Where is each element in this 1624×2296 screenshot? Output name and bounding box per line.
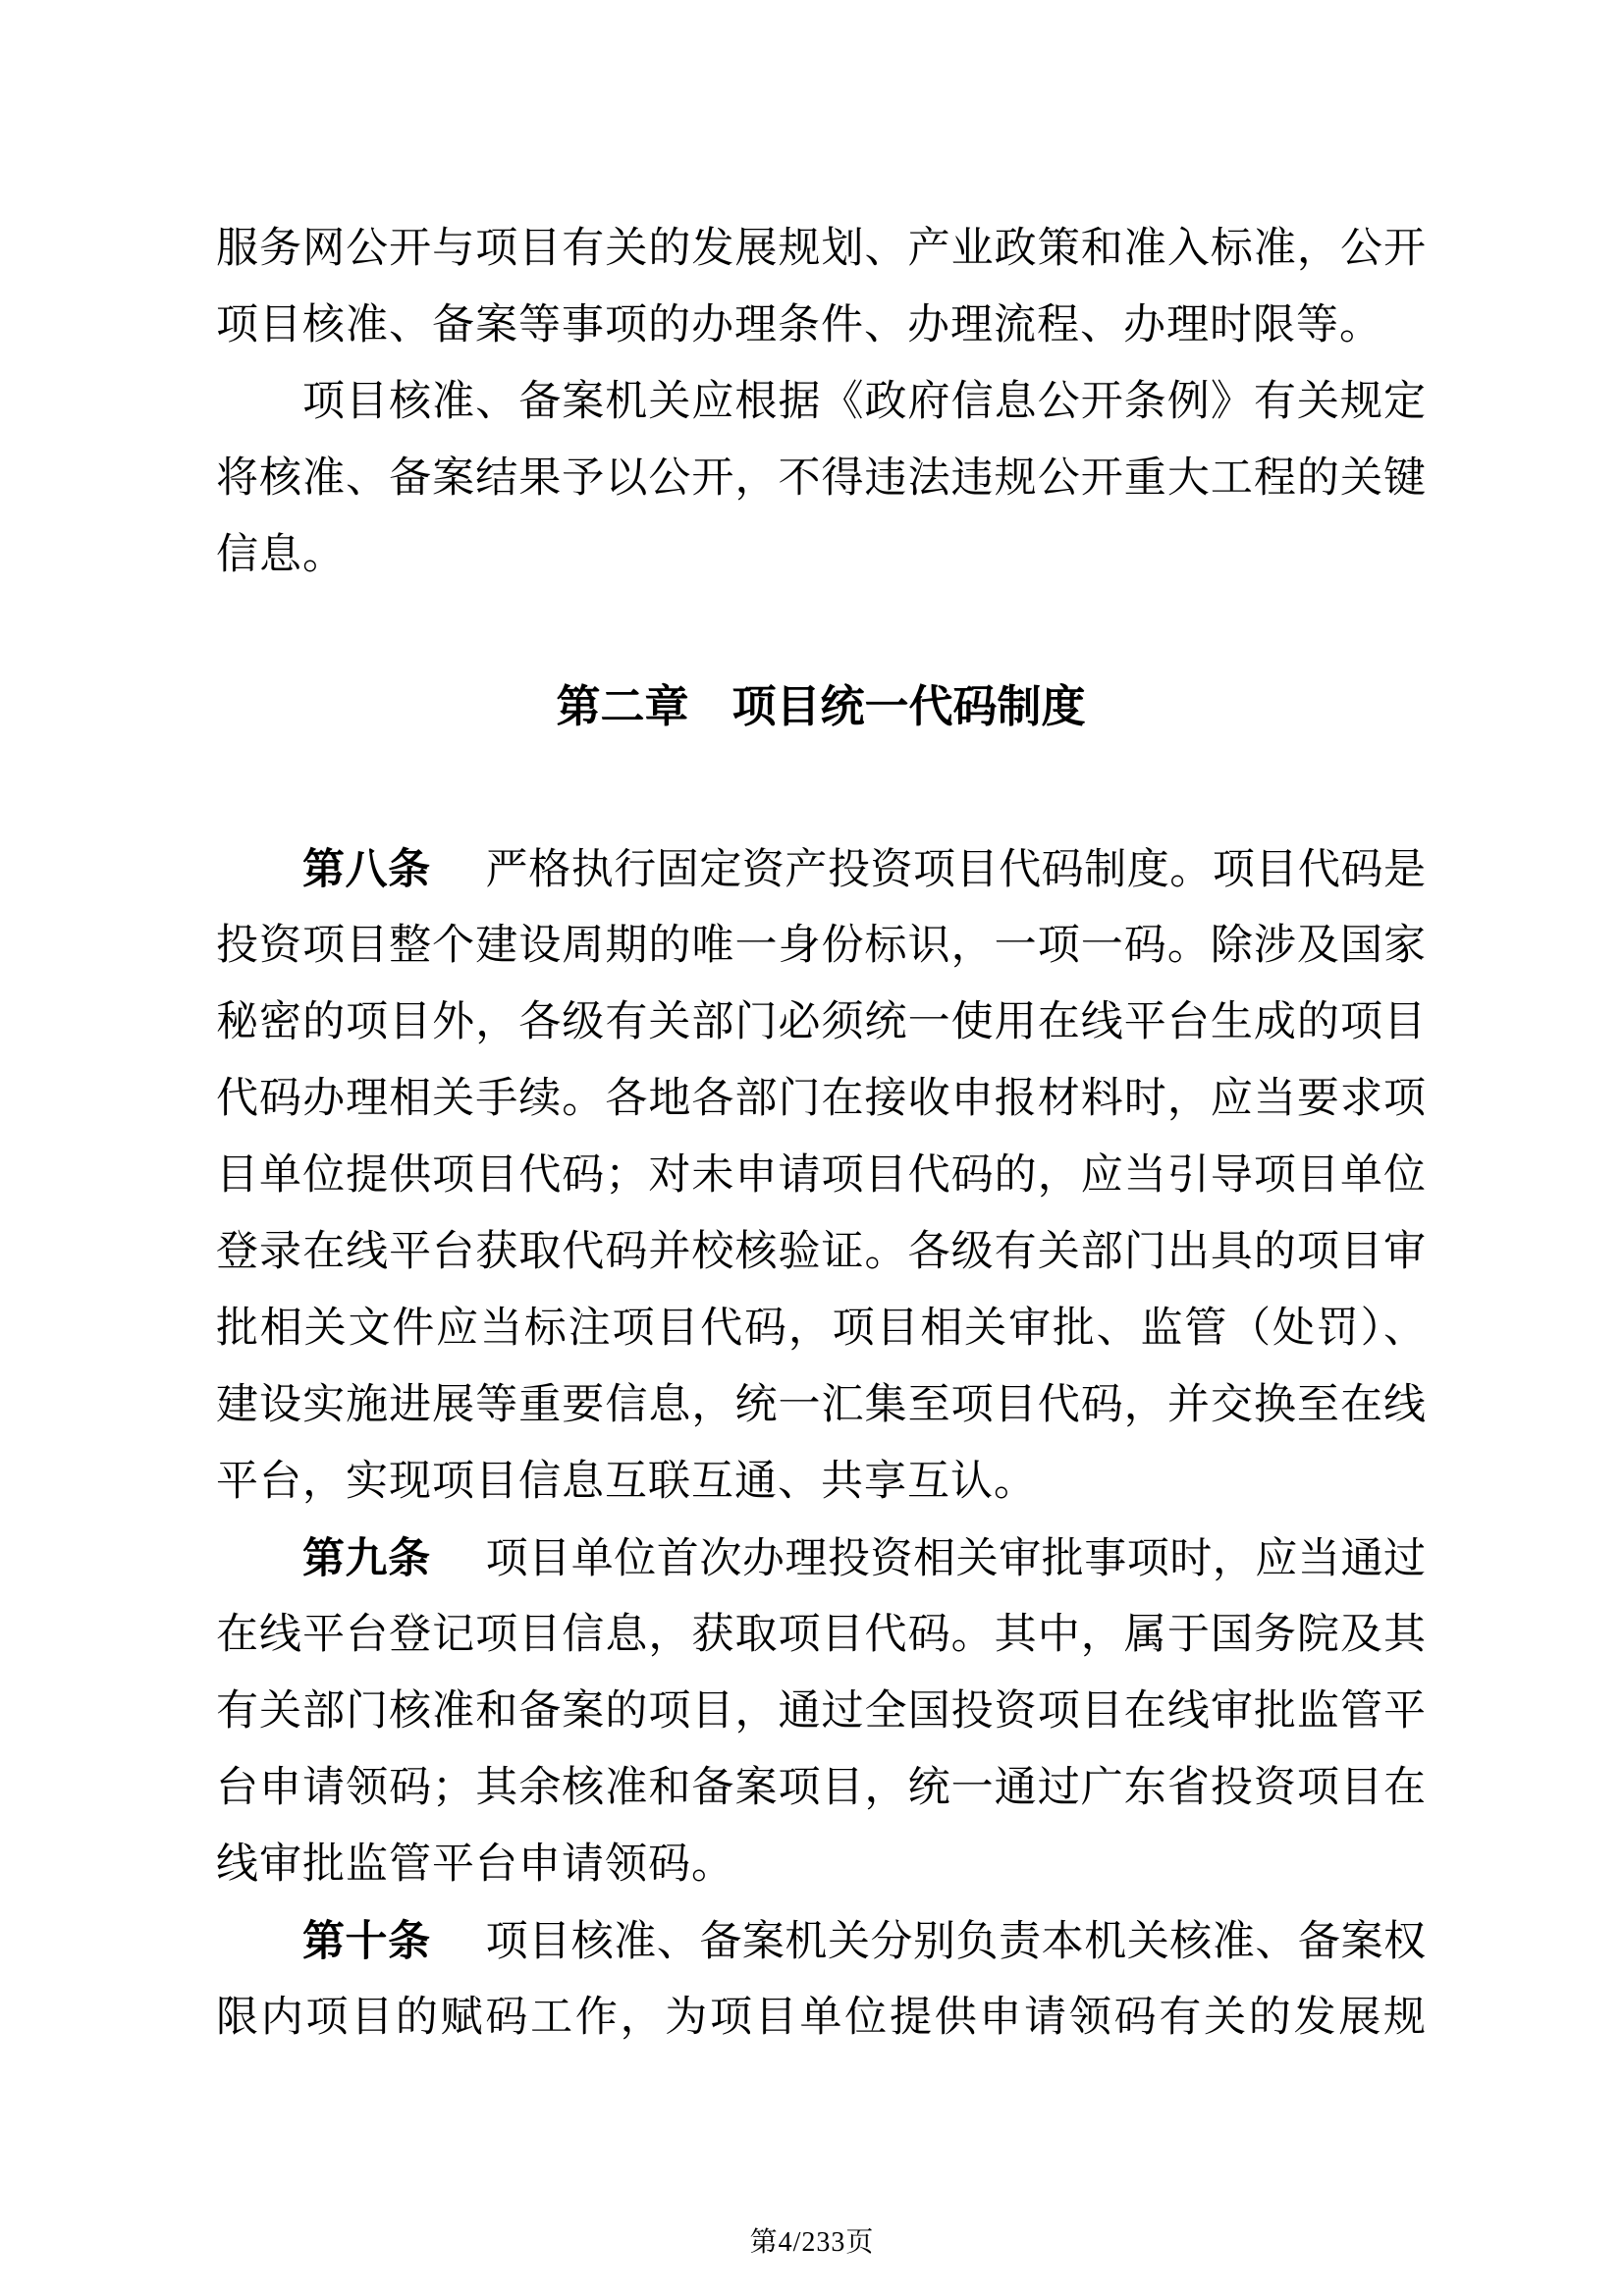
paragraph-line: 台申请领码；其余核准和备案项目，统一通过广东省投资项目在 (216, 1765, 1426, 1811)
article-10-lead-text: 项目核准、备案机关分别负责本机关核准、备案权 (485, 1919, 1426, 1965)
article-10 (216, 1903, 1426, 2056)
paragraph-line (216, 1903, 1426, 1980)
article-9-term: 第九条 (302, 1535, 431, 1582)
paragraph-line (216, 1521, 1426, 1597)
paragraph-line: 批相关文件应当标注项目代码，项目相关审批、监管（处罚）、 (216, 1306, 1426, 1352)
article-9 (216, 1521, 1426, 1903)
paragraph-line: 有关部门核准和备案的项目，通过全国投资项目在线审批监管平 (216, 1688, 1426, 1735)
chapter-number: 第二章 (556, 681, 689, 731)
paragraph-line: 将核准、备案结果予以公开，不得违法违规公开重大工程的关键 (216, 455, 1426, 502)
chapter-heading (216, 668, 1426, 745)
article-10-term: 第十条 (302, 1918, 431, 1965)
paragraph (216, 364, 1426, 594)
article-9-lead-text: 项目单位首次办理投资相关审批事项时，应当通过 (485, 1536, 1426, 1582)
page-number: 第4/233页 (749, 2227, 875, 2258)
paragraph (216, 211, 1426, 364)
paragraph-line: 代码办理相关手续。各地各部门在接收申报材料时，应当要求项 (216, 1076, 1426, 1122)
paragraph-line (216, 831, 1426, 908)
article-8 (216, 831, 1426, 1521)
document-body (216, 211, 1426, 2056)
article-8-lead-text: 严格执行固定资产投资项目代码制度。项目代码是 (485, 847, 1426, 893)
paragraph-line: 限内项目的赋码工作，为项目单位提供申请领码有关的发展规 (216, 1995, 1426, 2041)
paragraph-line: 线审批监管平台申请领码。 (216, 1842, 734, 1888)
paragraph-line: 建设实施进展等重要信息，统一汇集至项目代码，并交换至在线 (216, 1382, 1426, 1428)
chapter-title: 项目统一代码制度 (731, 681, 1086, 731)
paragraph-line: 登录在线平台获取代码并校核验证。各级有关部门出具的项目审 (216, 1229, 1426, 1275)
paragraph-line: 项目核准、备案机关应根据《政府信息公开条例》有关规定 (302, 379, 1426, 425)
paragraph-line: 信息。 (216, 532, 346, 578)
paragraph-line: 服务网公开与项目有关的发展规划、产业政策和准入标准，公开 (216, 226, 1426, 272)
paragraph-line: 投资项目整个建设周期的唯一身份标识，一项一码。除涉及国家 (216, 923, 1426, 969)
paragraph-line: 平台，实现项目信息互联互通、共享互认。 (216, 1459, 1037, 1505)
paragraph-line: 项目核准、备案等事项的办理条件、办理流程、办理时限等。 (216, 302, 1382, 348)
paragraph-line: 目单位提供项目代码；对未申请项目代码的，应当引导项目单位 (216, 1152, 1426, 1199)
paragraph-line: 在线平台登记项目信息，获取项目代码。其中，属于国务院及其 (216, 1612, 1426, 1658)
article-8-term: 第八条 (302, 846, 431, 893)
paragraph-line: 秘密的项目外，各级有关部门必须统一使用在线平台生成的项目 (216, 999, 1426, 1045)
